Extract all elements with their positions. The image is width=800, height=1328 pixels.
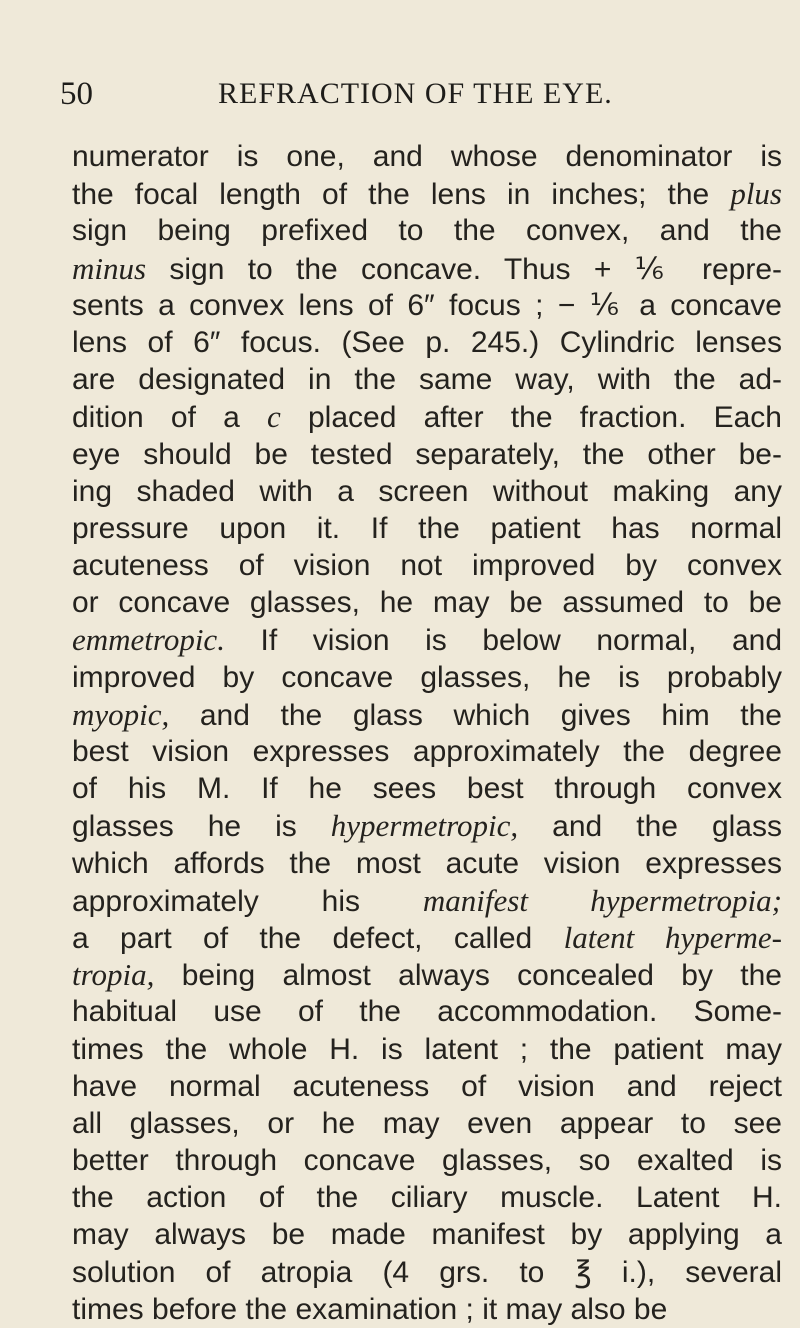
text-segment: times the whole H. is latent ; the patient may [72, 1032, 782, 1066]
text-segment: improved by concave glasses, he is probably [72, 660, 782, 694]
running-head: REFRACTION OF THE EYE. [218, 77, 613, 110]
text-segment: lens of 6″ focus. (See p. 245.) Cylindric lenses [72, 325, 782, 359]
text-line [72, 436, 782, 473]
text-line [72, 1142, 782, 1179]
text-segment: eye should be tested separately, the other be- [72, 437, 782, 471]
text-segment: and the glass [518, 810, 782, 844]
text-segment: solution of atropia (4 grs. to ℥ i.), several [72, 1255, 782, 1289]
body-paragraph [72, 138, 782, 1328]
text-segment: and the glass which gives him the [169, 698, 782, 732]
text-line [72, 1068, 782, 1105]
text-segment: all glasses, or he may even appear to see [72, 1106, 782, 1140]
text-line [72, 175, 782, 212]
text-line [72, 287, 782, 324]
text-segment: If vision is below normal, and [224, 624, 782, 658]
italic-text-segment: emmetropic. [72, 622, 225, 658]
text-segment: sign being prefixed to the convex, and the [72, 214, 782, 248]
italic-text-segment: myopic, [72, 696, 170, 732]
text-segment: sign to the concave. Thus + ⅙ repre- [146, 252, 782, 286]
text-line [72, 138, 782, 175]
text-segment: which affords the most acute vision expresses [72, 846, 782, 880]
text-segment: a part of the defect, called [72, 921, 564, 955]
text-line [72, 770, 782, 807]
italic-text-segment: latent hyperme- [563, 919, 782, 955]
text-line [72, 882, 782, 919]
text-line [72, 1179, 782, 1216]
text-line [72, 398, 782, 435]
text-line [72, 1291, 782, 1328]
text-line [72, 733, 782, 770]
text-segment: are designated in the same way, with the ad- [72, 363, 782, 397]
text-line [72, 324, 782, 361]
text-line [72, 584, 782, 621]
italic-text-segment: manifest hypermetropia; [422, 882, 782, 918]
text-line [72, 1031, 782, 1068]
text-line [72, 547, 782, 584]
text-segment: the action of the ciliary muscle. Latent H. [72, 1181, 782, 1215]
italic-text-segment: tropia, [72, 957, 155, 993]
text-line [72, 1254, 782, 1291]
text-segment: of his M. If he sees best through convex [72, 772, 782, 806]
text-line [72, 845, 782, 882]
text-segment: times before the examination ; it may also be [72, 1292, 668, 1326]
text-segment: the focal length of the lens in inches; the [72, 178, 731, 212]
text-segment: ing shaded with a screen without making any [72, 474, 782, 508]
page-number: 50 [60, 76, 93, 112]
text-segment: or concave glasses, he may be assumed to be [72, 586, 782, 620]
text-segment: better through concave glasses, so exalted is [72, 1144, 782, 1178]
italic-text-segment: c [267, 399, 281, 435]
text-segment: habitual use of the accommodation. Some- [72, 995, 782, 1029]
text-line [72, 510, 782, 547]
text-line [72, 250, 782, 287]
text-segment: numerator is one, and whose denominator is [72, 140, 782, 173]
text-segment: glasses he is [72, 810, 331, 844]
text-segment: pressure upon it. If the patient has normal [72, 511, 782, 545]
text-segment: best vision expresses approximately the degree [72, 735, 782, 768]
italic-text-segment: plus [730, 176, 782, 212]
text-line [72, 1216, 782, 1253]
italic-text-segment: hypermetropic, [330, 808, 519, 844]
text-line [72, 696, 782, 733]
text-line [72, 956, 782, 993]
italic-text-segment: minus [72, 250, 147, 286]
text-line [72, 1105, 782, 1142]
text-line [72, 621, 782, 658]
text-line [72, 919, 782, 956]
text-line [72, 473, 782, 510]
text-segment: approximately his [72, 884, 423, 918]
text-line [72, 993, 782, 1030]
text-line [72, 361, 782, 398]
text-line [72, 659, 782, 696]
text-segment: sents a convex lens of 6″ focus ; − ⅙ a concave [72, 288, 782, 322]
text-segment: acuteness of vision not improved by convex [72, 549, 782, 583]
page-header [60, 74, 760, 114]
text-segment: dition of a [72, 401, 268, 435]
text-segment: being almost always concealed by the [154, 959, 782, 993]
text-segment: placed after the fraction. Each [280, 401, 782, 435]
text-segment: have normal acuteness of vision and reject [72, 1069, 782, 1103]
text-line [72, 807, 782, 844]
text-segment: may always be made manifest by applying a [72, 1218, 782, 1252]
text-line [72, 212, 782, 249]
